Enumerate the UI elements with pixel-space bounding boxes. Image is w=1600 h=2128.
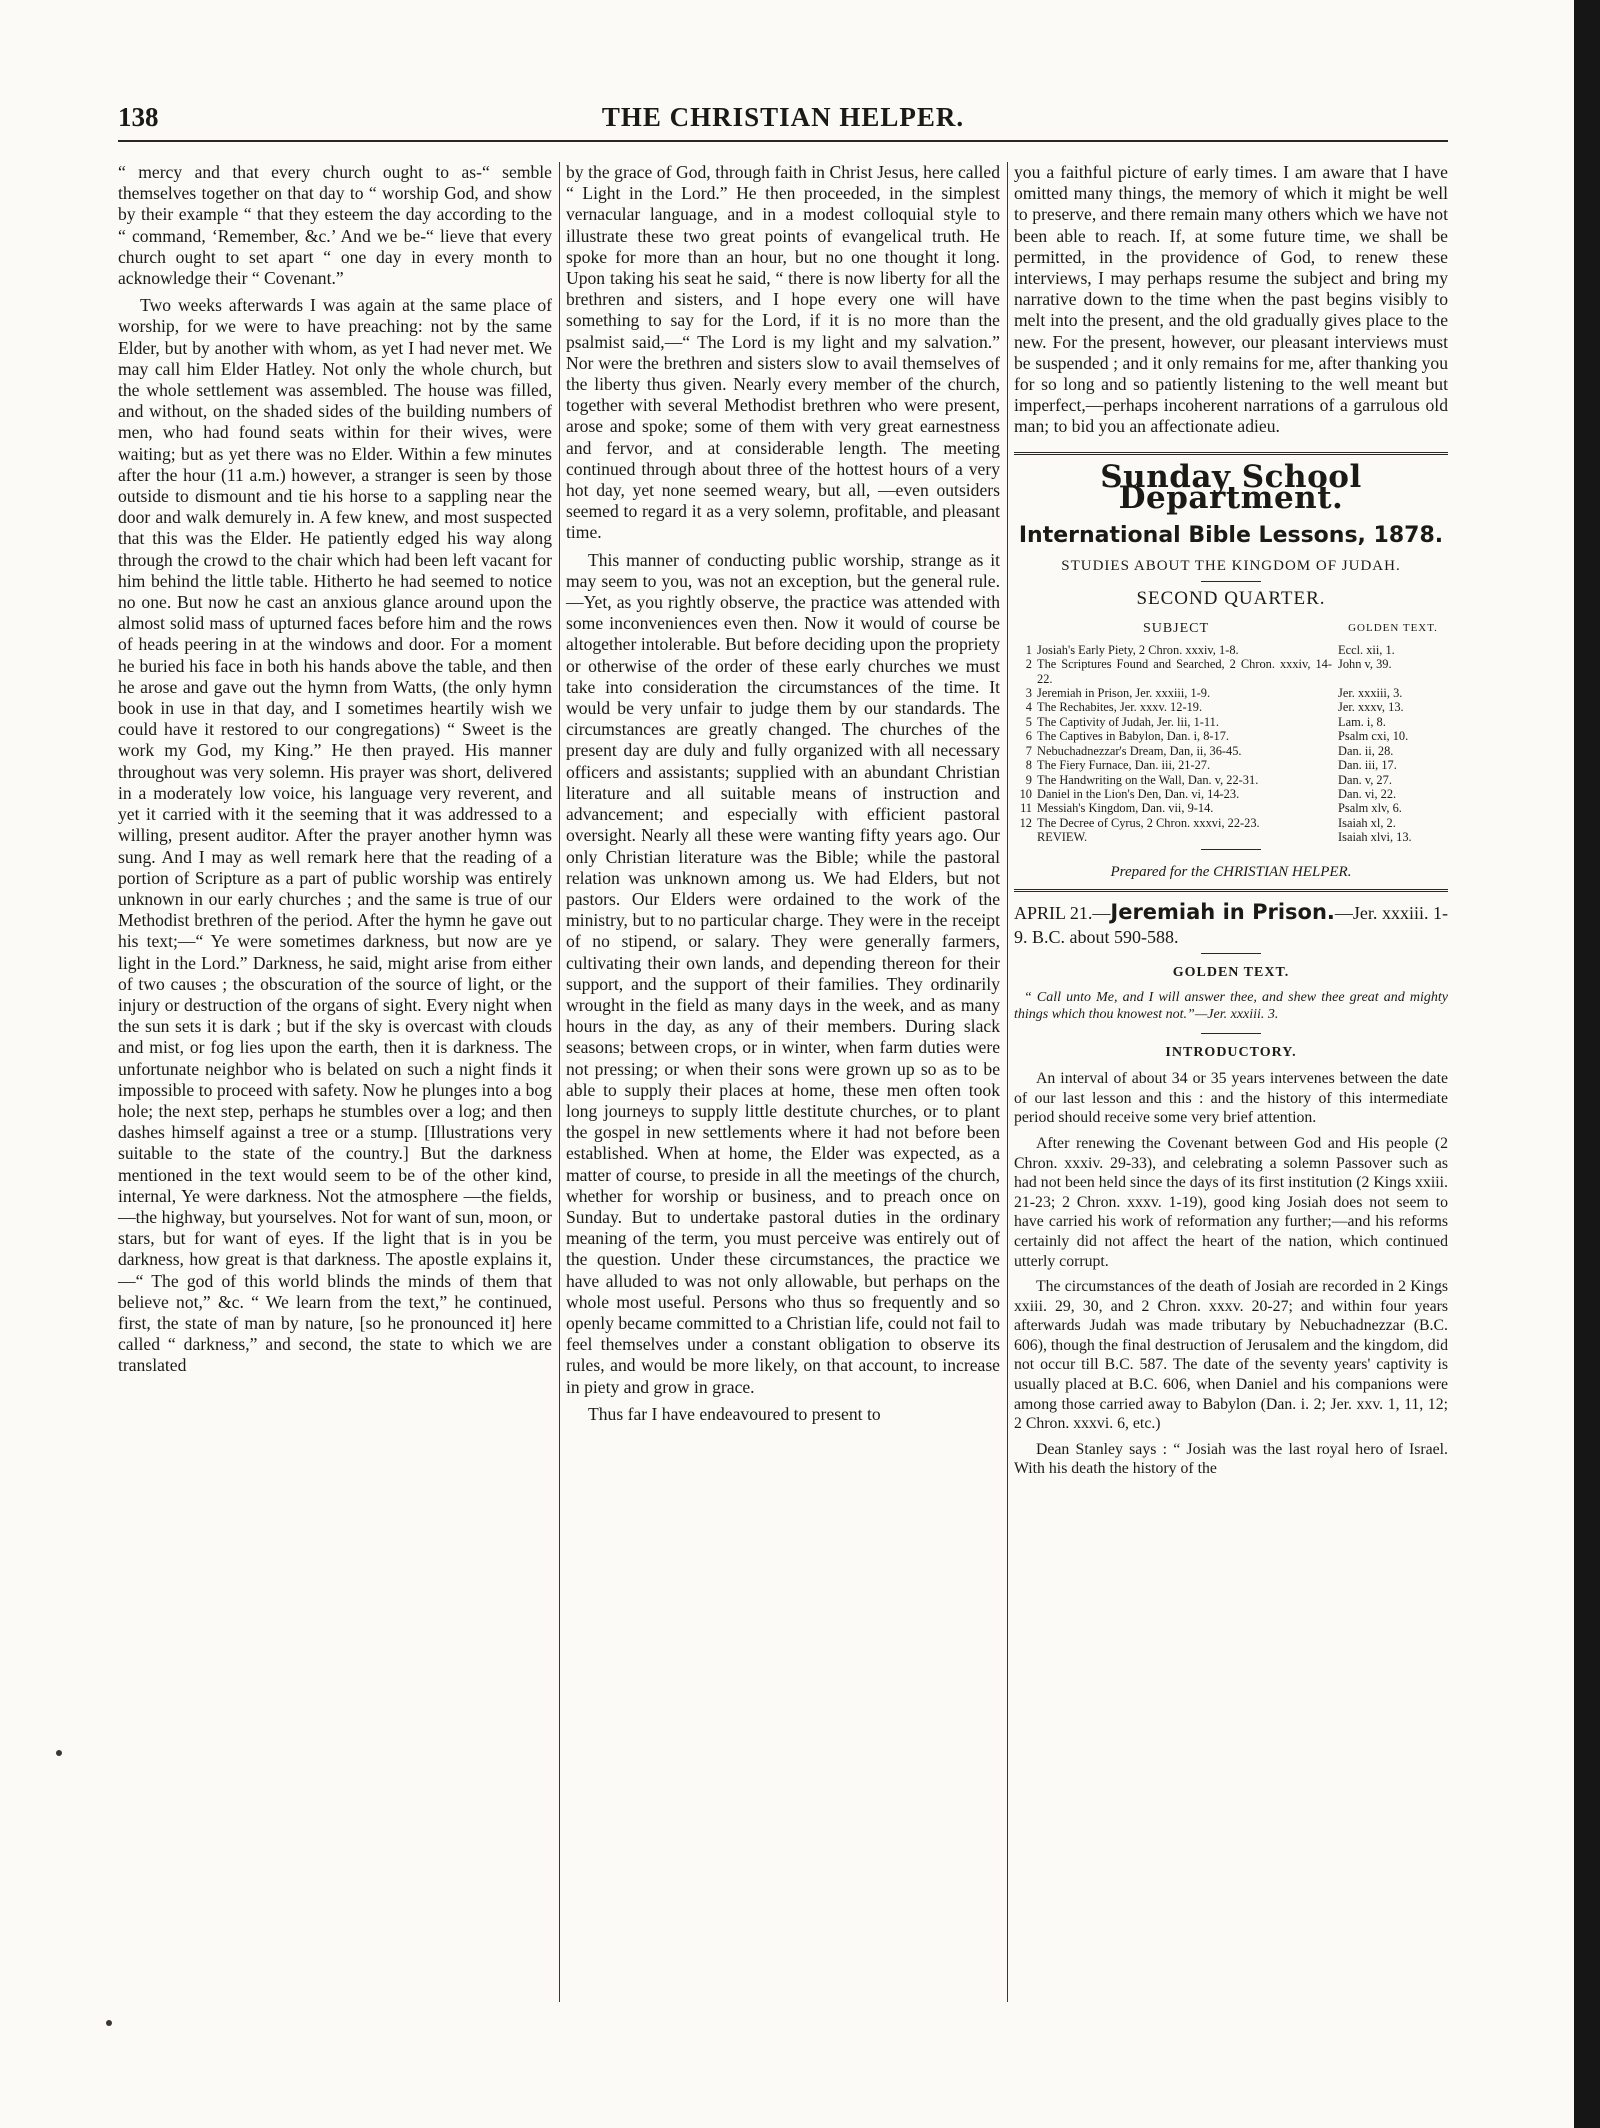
introductory-heading: INTRODUCTORY. [1165,1044,1297,1060]
lesson-golden-text: Psalm xlv, 6. [1338,801,1402,816]
lesson-subject: The Fiery Furnace, Dan. iii, 21-27. [1037,758,1211,773]
golden-text: “ Call unto Me, and I will answer thee, and shew thee great and mighty things which thou knowest not.”—Jer. xxxiii. 3. [1014,989,1448,1022]
lesson-number: 5 [1025,714,1032,729]
lesson-row [1014,700,1448,714]
paragraph: This manner of conducting public worship, strange as it may seem to you, was not an exception, but the general rule.—Yet, as you rightly observe, the practice was attended with some inconveniences even then. Now it would of course be altogether intolerable. But before deciding upon the propriety or otherwise of the order of these early churches we must take into consideration the circumstances of the time. It would be very unfair to judge them by our standards. The circumstances are greatly changed. The churches of the present day are duly and fully organized with all necessary officers and assistants; supplied with an abundant Christian literature and all suitable means of instruction and advancement; and especially with efficient pastoral oversight. Nearly all these were wanting fifty years ago. Our only Christian literature was the Bible; while the pastoral relation was unknown among us. We had Elders, but not pastors. Our Elders were ordained to the work of the ministry, but to no particular charge. They were in the receipt of no stipend, or salary. They were generally farmers, cultivating their own lands, and depending thereon for their support, and the support of their families. They ordinarily wrought in the field as many days in the week, and as many hours in the day, as any of their members. During slack seasons; between crops, or in winter, when farm duties were not pressing; or when their sons were grown up so as to be able to supply their places at home, these men often took long journeys to supply little destitute churches, or to plant the gospel in new settlements where it had not before been established. When at home, the Elder was expected, as a matter of course, to preside in all the meetings of the church, whether for worship or business, and to preach once on Sunday. But to undertake pastoral duties in the ordinary meaning of the term, you must perceive was entirely out of the question. Under these circumstances, the practice we have alluded to was not only allowable, but perhaps on the whole most useful. Persons who thus so frequently and so openly became committed to a Christian life, could not fail to feel themselves under a constant obligation to observe its rules, and would be more likely, on that account, to increase in piety and grow in grace. [566,549,1000,1397]
lesson-golden-text: Psalm cxi, 10. [1338,729,1409,744]
lesson-golden-text: Dan. v, 27. [1338,772,1392,787]
lesson-number: 12 [1019,815,1032,830]
print-speck [106,2020,112,2026]
lessons-table [1014,643,1448,845]
lesson-number: 2 [1025,657,1032,672]
lesson-number: 11 [1020,801,1032,816]
column-rule [1007,162,1008,2002]
lesson-row [1014,773,1448,787]
paragraph: The circumstances of the death of Josiah are recorded in 2 Kings xxiii. 29, 30, and 2 Chron. xxxv. 20-27; and within four years afterwards Judah was made tributary by Nebuchadnezzar (B.C. 606), though the final destruction of Jerusalem and the kingdom, did not occur till B.C. 587. The date of the seventy years' captivity is usually placed at B.C. 606, when Daniel and his companions were among those carried away to Babylon (Dan. i. 2; Jer. xxv. 1, 11, 12; 2 Chron. xxxvi. 6, etc.) [1014,1278,1448,1433]
lesson-subject: REVIEW. [1037,830,1088,845]
lesson-row [1014,816,1448,830]
paragraph: After renewing the Covenant between God and His people (2 Chron. xxxiv. 29-33), and celebrating a solemn Passover such as had not been held since the days of its first institution (2 Kings xxiii. 21-23; 2 Chron. xxxv. 1-19), good king Josiah does not seem to have carried his work of reformation any further;—and his reforms certainly did not affect the heart of the nation, which continued utterly corrupt. [1014,1134,1448,1270]
lesson-number: 7 [1025,743,1032,758]
lesson-row [1014,729,1448,743]
lesson-number: 10 [1019,786,1032,801]
golden-text-heading: GOLDEN TEXT. [1172,964,1290,980]
lesson-row [1014,787,1448,801]
lesson-subject: The Rechabites, Jer. xxxv. 12-19. [1037,700,1203,715]
prepared-note: Prepared for the CHRISTIAN HELPER. [1110,863,1352,880]
columns [118,162,1448,2002]
section-divider [1014,452,1448,455]
lesson-row [1014,657,1448,686]
lesson-golden-text: Eccl. xii, 1. [1338,642,1395,657]
paragraph: by the grace of God, through faith in Christ Jesus, here called “ Light in the Lord.” He then proceeded, in the simplest vernacular language, and in a modest colloquial style to illustrate these two great points of evangelical truth. He spoke for more than an hour, but no one thought it long. Upon taking his seat he said, “ there is now liberty for all the brethren and sisters, and I hope every one will have something to say for the Lord, if it is no more than the psalmist said,—“ The Lord is my light and my salvation.” Nor were the brethren and sisters slow to avail themselves of the liberty thus given. Nearly every member of the church, together with several Methodist brethren who were present, arose and spoke; some of them with very great earnestness and fervor, and at considerable length. The meeting continued through about three of the hottest hours of a very hot day, yet none seemed weary, but all, —even outsiders seemed to regard it as a very solemn, profitable, and pleasant time. [566,162,1000,543]
lesson-golden-text: Lam. i, 8. [1338,714,1386,729]
column-2 [566,162,1000,1431]
paragraph: Two weeks afterwards I was again at the same place of worship, for we were to have preaching: not by the same Elder, but by another with whom, as yet I had never met. We may call him Elder Hatley. Not only the whole church, but the whole settlement was assembled. The house was filled, and without, on the shaded sides of the building numbers of men, who had found seats within for their wives, were waiting; but as yet there was no Elder. Within a few minutes after the hour (11 a.m.) however, a stranger is seen by those outside to dismount and tie his horse to a sappling near the door and walk demurely in. A few knew, and most suspected that this was the Elder. He patiently edged his way along through the crowd to the chair which had been left vacant for him behind the little table. Hitherto he had seemed to notice no one. But now he cast an anxious glance around upon the almost solid mass of upturned faces before him and the rows of heads peering in at the windows and door. For a moment he buried his face in both his hands above the table, and then he arose and gave out the hymn from Watts, (the only hymn book in use in that day, and I sometimes heartily wish we could have it restored to our congregations) “ Sweet is the work my God, my King.” He then prayed. His manner throughout was very solemn. His prayer was short, delivered in a moderately low voice, his language very reverent, and yet it carried with it the seeming that it was addressed to a willing, present auditor. After the prayer another hymn was sung. And I may as well remark here that the reading of a portion of Scripture as a part of public worship was entirely unknown in our early churches ; and the same is true of our Methodist brethren of the period. After the hymn he gave out his text;—“ Ye were sometimes darkness, but now are ye light in the Lord.” Darkness, he said, might arise from either of two causes ; the obscuration of the source of light, or the injury or destruction of the organs of sight. Every night when the sun sets it is dark ; but if the sky is overcast with clouds and mist, or fog lies upon the earth, then it is darkness. The unfortunate neighbor who is belated on such a night finds it impossible to proceed with safety. Now he plunges into a bog hole; the next step, perhaps he stumbles over a log; and then dashes himself against a tree or a stump. [Illustrations very suitable to the state of the country.] But the darkness mentioned in the text would seem to be of the other kind, internal, Ye were darkness. Not the atmosphere —the fields,—the highway, but yourselves. Not for want of sun, moon, or stars, but for want of eyes. If the light that is in you be darkness, how great is that darkness. The apostle explains it,—“ The god of this world blinds the minds of them that believe not,” &c. “ We learn from the text,” he continued, first, the state of man by nature, [so he pronounced it] here called “ darkness,” and second, the state to which we are translated [118,295,552,1376]
short-rule [1201,849,1261,850]
lesson-row [1014,801,1448,815]
lesson-subject: Jeremiah in Prison, Jer. xxxiii, 1-9. [1037,686,1211,701]
lesson-heading [1014,900,1448,949]
lesson-golden-text: Isaiah xlvi, 13. [1338,830,1412,845]
quarter-heading: SECOND QUARTER. [1136,588,1326,610]
section-divider [1014,889,1448,892]
lesson-number: 1 [1025,642,1032,657]
lesson-reference: —Jer. xxxiii. 1-9. B.C. about 590-588. [1014,902,1448,947]
paragraph: An interval of about 34 or 35 years intervenes between the date of our last lesson and this : and the history of this intermediate period should receive some very brief attention. [1014,1070,1448,1127]
lesson-row [1014,715,1448,729]
lesson-number: 3 [1025,686,1032,701]
column-3 [1014,162,1448,1485]
lesson-subject: The Captives in Babylon, Dan. i, 8-17. [1037,729,1230,744]
lesson-subject: Nebuchadnezzar's Dream, Dan, ii, 36-45. [1037,743,1242,758]
lesson-golden-text: Dan. iii, 17. [1338,758,1397,773]
short-rule [1201,953,1261,954]
lesson-golden-text: Dan. ii, 28. [1338,743,1394,758]
lessons-table-header [1014,618,1448,639]
paragraph: you a faithful picture of early times. I am aware that I have omitted many things, the memory of which it might be well to preserve, and there remain many others which we have not been able to reach. If, at some future time, we shall be permitted, in the providence of God, to renew these interviews, I may perhaps resume the subject and bring my narrative down to the time when the past begins visibly to melt into the present, and the old gradually gives place to the new. For the present, however, our pleasant interviews must be suspended ; and it only remains for me, after thanking you for so long and so patiently listening to the well meant but imperfect,—perhaps incoherent narrations of a garrulous old man; to bid you an affectionate adieu. [1014,162,1448,437]
paragraph: Thus far I have endeavoured to present to [588,1403,881,1424]
lesson-row [1014,744,1448,758]
column-rule [559,162,560,2002]
lesson-subject: The Handwriting on the Wall, Dan. v, 22-31. [1037,772,1259,787]
paragraph: Dean Stanley says : “ Josiah was the last royal hero of Israel. With his death the history of the [1014,1440,1448,1478]
lesson-row [1014,643,1448,657]
subject-column-header: SUBJECT [1142,620,1210,636]
lesson-subject: Messiah's Kingdom, Dan. vii, 9-14. [1037,801,1214,816]
golden-text-column-header: GOLDEN TEXT. [1348,621,1438,634]
lesson-subject: The Decree of Cyrus, 2 Chron. xxxvi, 22-23. [1037,815,1260,830]
lesson-golden-text: Isaiah xl, 2. [1338,815,1396,830]
quoted-covenant: “ mercy and that every church ought to as-“ semble themselves together on that day to “ worship God, and show by their example “ that they esteem the day according to the “ command, ‘Remember, &c.’ And we be-“ lieve that every church ought to set apart “ one day in every month to acknowledge their “ Covenant.” [118,162,552,289]
lessons-title: International Bible Lessons, 1878. [1018,523,1444,549]
page-edge [1574,0,1600,2128]
lesson-golden-text: John v, 39. [1338,657,1392,672]
lesson-row [1014,686,1448,700]
lesson-number [1014,830,1037,844]
page-number: 138 [118,102,159,132]
lesson-golden-text: Jer. xxxiii, 3. [1338,686,1403,701]
lesson-row [1014,758,1448,772]
lesson-golden-text: Dan. vi, 22. [1338,786,1397,801]
column-1 [118,162,552,1383]
lesson-row [1014,830,1448,844]
lesson-subject: Josiah's Early Piety, 2 Chron. xxxiv, 1-8. [1037,642,1239,657]
lesson-golden-text: Jer. xxxv, 13. [1338,700,1404,715]
running-title: THE CHRISTIAN HELPER. [601,102,965,132]
studies-subtitle: STUDIES ABOUT THE KINGDOM OF JUDAH. [1061,558,1401,575]
lesson-subject: The Captivity of Judah, Jer. lii, 1-11. [1037,714,1219,729]
short-rule [1201,1033,1261,1034]
lesson-title: Jeremiah in Prison. [1110,899,1335,924]
lesson-date: APRIL 21.— [1014,902,1111,923]
short-rule [1201,581,1261,582]
lesson-number: 4 [1025,700,1032,715]
department-heading: Sunday School Department. [1100,458,1362,516]
page-header [118,100,1448,142]
lesson-number: 8 [1025,758,1032,773]
page [118,100,1448,1478]
lesson-subject: Daniel in the Lion's Den, Dan. vi, 14-23. [1037,786,1240,801]
lesson-subject: The Scriptures Found and Searched, 2 Chron. xxxiv, 14-22. [1037,657,1332,686]
lesson-number: 9 [1025,772,1032,787]
lesson-number: 6 [1025,729,1032,744]
print-speck [56,1750,62,1756]
